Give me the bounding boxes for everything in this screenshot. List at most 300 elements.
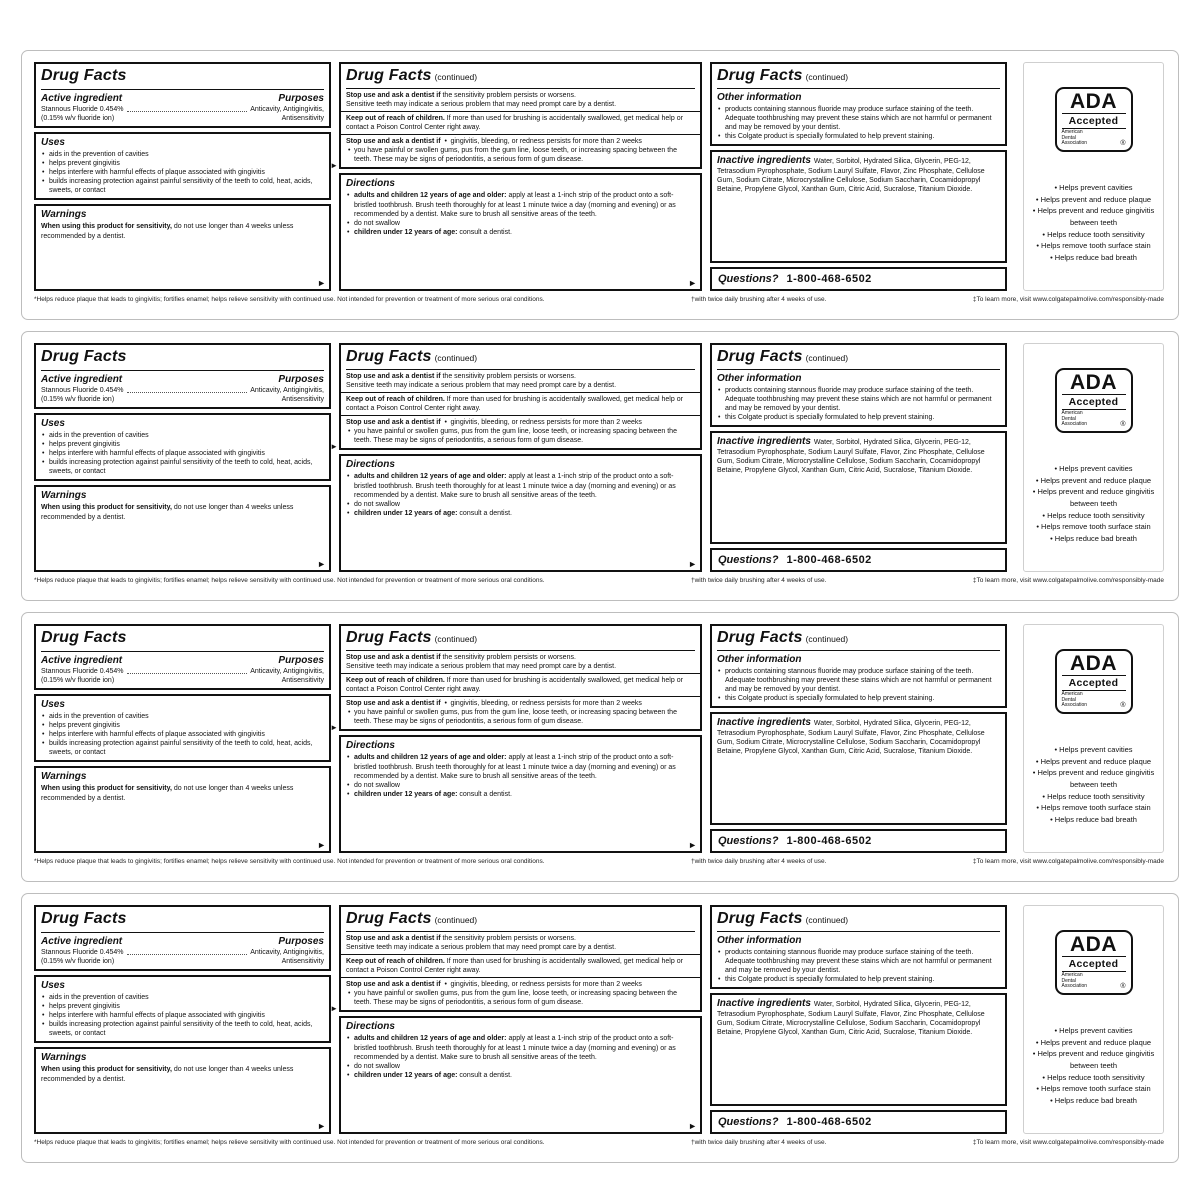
uses-item: • builds increasing protection against painful sensitivity of the teeth to cold, heat, acids, sweets, or contact: [42, 1020, 324, 1038]
directions-bold-text: children under 12 years of age:: [354, 228, 458, 236]
stop-use-bold-text: Stop use and ask a dentist if: [346, 91, 441, 99]
directions-bold-text: adults and children 12 years of age and older:: [354, 473, 507, 481]
inactive-ingredients-list: Water, Sorbitol, Hydrated Silica, Glycerin, PEG-12, Tetrasodium Pyrophosphate, Sodium Lauryl Sulfate, Flavor, Zinc Phosphate, Cellulose Gum, Sodium Citrate, Microcrystalline Cellulose, Sodium Saccharin, Cocamidopropyl Betaine, Propylene Glycol, Xanthan Gum, Citric Acid, Sucralose, Titanium Dioxide.: [717, 158, 985, 194]
directions-item: [347, 1034, 695, 1061]
uses-box: [34, 413, 338, 481]
ada-accepted-text: Accepted: [1068, 676, 1119, 689]
other-information-box: [710, 343, 1007, 427]
dotted-leader: [127, 954, 248, 955]
footnote: [34, 1139, 1164, 1146]
uses-item: • helps interfere with harmful effects of plaque associated with gingivitis: [42, 1011, 324, 1020]
registered-trademark-icon: ®: [1120, 702, 1126, 710]
directions-bold-text: adults and children 12 years of age and older:: [354, 754, 507, 762]
active-ingredient-heading: Active ingredient: [41, 654, 123, 666]
questions-heading: Questions?: [718, 1115, 779, 1128]
warnings-text: do not use longer than 4 weeks unless recommended by a dentist.: [41, 504, 294, 521]
title-rule: [41, 369, 324, 371]
directions-text: apply at least a 1-inch strip of the product onto a soft-bristled toothbrush. Brush teeth thoroughly for at least 1 minute twice a day (morning and evening) or as recommended by a dentist. Make sure to brush all sensitive areas of the teeth.: [354, 754, 676, 780]
other-information-box: [710, 624, 1007, 708]
footnote-claims: *Helps reduce plaque that leads to gingivitis; fortifies enamel; helps relieve sensitivity with continued use. Not intended for prevention or treatment of more serious oral conditions.: [34, 296, 545, 303]
warnings-box: [34, 204, 331, 291]
registered-trademark-icon: ®: [1120, 983, 1126, 991]
ada-accepted-text: Accepted: [1068, 395, 1119, 408]
footnote-claims: *Helps reduce plaque that leads to gingivitis; fortifies enamel; helps relieve sensitivity with continued use. Not intended for prevention or treatment of more serious oral conditions.: [34, 1139, 545, 1146]
inactive-ingredients-heading: Inactive ingredients: [717, 436, 811, 448]
stop-use2-bullet: • you have painful or swollen gums, pus from the gum line, loose teeth, or increasing spacing between the teeth. These may be signs of periodontitis, a serious form of gum disease.: [346, 427, 695, 445]
ada-association-line: Association: [1061, 140, 1088, 147]
section-divider: [341, 134, 700, 135]
other-information-heading: Other information: [717, 91, 802, 103]
warnings-heading: Warnings: [41, 771, 87, 783]
benefit-item: • Helps reduce bad breath: [1027, 533, 1160, 545]
directions-text: apply at least a 1-inch strip of the product onto a soft-bristled toothbrush. Brush teeth thoroughly for at least 1 minute twice a day (morning and evening) or as recommended by a dentist. Make sure to brush all sensitive areas of the teeth.: [354, 473, 676, 499]
active-ingredient-name: Stannous Fluoride 0.454%: [41, 386, 124, 394]
other-information-box: [710, 62, 1007, 146]
footnote: [34, 858, 1164, 865]
uses-heading: Uses: [41, 417, 65, 429]
benefit-item: • Helps prevent cavities: [1027, 463, 1160, 475]
keep-out-bold-text: Keep out of reach of children.: [346, 114, 445, 122]
footnote-claims: *Helps reduce plaque that leads to gingivitis; fortifies enamel; helps relieve sensitivity with continued use. Not intended for prevention or treatment of more serious oral conditions.: [34, 577, 545, 584]
benefit-item: • Helps reduce bad breath: [1027, 1095, 1160, 1107]
directions-item: [347, 509, 695, 518]
other-information-item: • this Colgate product is specially formulated to help prevent staining.: [718, 413, 1000, 422]
inactive-ingredients-box: [710, 431, 1007, 544]
benefit-item: • Helps remove tooth surface stain: [1027, 802, 1160, 814]
questions-box: [710, 267, 1007, 291]
panel-left: [34, 624, 338, 853]
continue-arrow-icon: ►: [688, 840, 697, 850]
benefit-item: • Helps reduce tooth sensitivity: [1027, 229, 1160, 241]
purposes-heading: Purposes: [278, 373, 324, 385]
panel-right: [710, 905, 1007, 1134]
directions-item: • do not swallow: [347, 500, 695, 509]
continue-arrow-icon: ►: [688, 1121, 697, 1131]
active-ingredient-subline: (0.15% w/v fluoride ion): [41, 957, 115, 965]
keep-out-text: If more than used for brushing is accidentally swallowed, get medical help or contact a Poison Control Center right away.: [346, 676, 683, 694]
directions-text: consult a dentist.: [457, 790, 512, 798]
warnings-box: [34, 766, 331, 853]
directions-item: [347, 472, 695, 499]
directions-box: [339, 1016, 702, 1134]
directions-item: • do not swallow: [347, 781, 695, 790]
directions-text: consult a dentist.: [457, 228, 512, 236]
questions-heading: Questions?: [718, 834, 779, 847]
footnote-url: ‡To learn more, visit www.colgatepalmolive.com/responsibly-made: [972, 577, 1164, 584]
warnings-bold-text: When using this product for sensitivity,: [41, 1066, 172, 1074]
stop-use-text-line2: Sensitive teeth may indicate a serious problem that may need prompt care by a dentist.: [346, 943, 617, 951]
panel-right: [710, 62, 1007, 291]
ada-association-text: [1062, 130, 1088, 147]
directions-text: consult a dentist.: [457, 509, 512, 517]
continued-label: (continued): [805, 72, 849, 82]
uses-item: • helps prevent gingivitis: [42, 1002, 324, 1011]
directions-item: [347, 790, 695, 799]
questions-box: [710, 1110, 1007, 1134]
ada-accepted-text: Accepted: [1068, 957, 1119, 970]
continued-label: (continued): [805, 915, 849, 925]
uses-box: [34, 694, 338, 762]
warnings-text: do not use longer than 4 weeks unless recommended by a dentist.: [41, 1066, 294, 1083]
panel-middle: [339, 905, 702, 1134]
label-panels: [34, 343, 1164, 572]
uses-box: [34, 975, 338, 1043]
purposes-value-line2: Antisensitivity: [281, 395, 324, 403]
ada-association-line: Association: [1061, 421, 1088, 428]
active-ingredient-heading: Active ingredient: [41, 935, 123, 947]
ada-logo-text: ADA: [1070, 371, 1117, 394]
inactive-ingredients-heading: Inactive ingredients: [717, 998, 811, 1010]
directions-item: • do not swallow: [347, 219, 695, 228]
ada-association-line: Association: [1061, 983, 1088, 990]
warnings-box: [34, 485, 331, 572]
panel-continue-arrow-icon: ►: [330, 442, 338, 452]
directions-box: [339, 454, 702, 572]
stop-use-bold-text: Stop use and ask a dentist if: [346, 372, 441, 380]
stop-use-text: the sensitivity problem persists or worsens.: [440, 91, 576, 99]
benefit-item: • Helps prevent and reduce gingivitis between teeth: [1027, 205, 1160, 228]
directions-heading: Directions: [346, 1021, 395, 1033]
stop-use2-bullet: • you have painful or swollen gums, pus from the gum line, loose teeth, or increasing spacing between the teeth. These may be signs of periodontitis, a serious form of gum disease.: [346, 146, 695, 164]
continued-label: (continued): [805, 634, 849, 644]
inactive-ingredients-box: [710, 150, 1007, 263]
continued-label: (continued): [434, 353, 478, 363]
active-ingredient-box: [34, 343, 331, 409]
purposes-value-line2: Antisensitivity: [281, 676, 324, 684]
benefit-item: • Helps prevent and reduce plaque: [1027, 475, 1160, 487]
title-rule: [41, 931, 324, 933]
inactive-ingredients-heading: Inactive ingredients: [717, 155, 811, 167]
stop-use2-bold-text: Stop use and ask a dentist if: [346, 981, 441, 989]
dotted-leader: [127, 111, 248, 112]
directions-text: apply at least a 1-inch strip of the product onto a soft-bristled toothbrush. Brush teeth thoroughly for at least 1 minute twice a day (morning and evening) or as recommended by a dentist. Make sure to brush all sensitive areas of the teeth.: [354, 1035, 676, 1061]
benefit-item: • Helps prevent cavities: [1027, 744, 1160, 756]
benefit-item: • Helps remove tooth surface stain: [1027, 240, 1160, 252]
continued-label: (continued): [434, 72, 478, 82]
ada-association-line: Dental: [1061, 696, 1076, 703]
panel-left: [34, 905, 338, 1134]
warnings-text: do not use longer than 4 weeks unless recommended by a dentist.: [41, 223, 294, 240]
continued-label: (continued): [805, 353, 849, 363]
active-ingredient-box: [34, 624, 331, 690]
stop-use-box: [339, 624, 702, 731]
directions-item: [347, 228, 695, 237]
uses-heading: Uses: [41, 698, 65, 710]
footnote-claims: *Helps reduce plaque that leads to gingivitis; fortifies enamel; helps relieve sensitivity with continued use. Not intended for prevention or treatment of more serious oral conditions.: [34, 858, 545, 865]
warnings-bold-text: When using this product for sensitivity,: [41, 504, 172, 512]
ada-rule: [1062, 394, 1126, 395]
other-information-item: • products containing stannous fluoride may produce surface staining of the teeth. Adequate toothbrushing may prevent these stains which are not harmful or permanent and may be removed by your dentist.: [718, 948, 1000, 975]
section-divider: [341, 392, 700, 393]
ada-association-line: Dental: [1061, 134, 1076, 141]
directions-bold-text: children under 12 years of age:: [354, 509, 458, 517]
uses-item: • helps prevent gingivitis: [42, 440, 324, 449]
other-information-item: • this Colgate product is specially formulated to help prevent staining.: [718, 694, 1000, 703]
purposes-heading: Purposes: [278, 654, 324, 666]
directions-heading: Directions: [346, 740, 395, 752]
ada-association-line: American: [1061, 690, 1083, 697]
benefit-claims: [1027, 463, 1160, 544]
benefit-item: • Helps reduce tooth sensitivity: [1027, 510, 1160, 522]
benefit-item: • Helps reduce tooth sensitivity: [1027, 1072, 1160, 1084]
active-ingredient-subline: (0.15% w/v fluoride ion): [41, 114, 115, 122]
other-information-heading: Other information: [717, 934, 802, 946]
drug-facts-label-row: [21, 331, 1179, 601]
uses-item: • builds increasing protection against painful sensitivity of the teeth to cold, heat, acids, sweets, or contact: [42, 458, 324, 476]
warnings-heading: Warnings: [41, 1052, 87, 1064]
uses-item: • builds increasing protection against painful sensitivity of the teeth to cold, heat, acids, sweets, or contact: [42, 739, 324, 757]
stop-use2-bullet: • you have painful or swollen gums, pus from the gum line, loose teeth, or increasing spacing between the teeth. These may be signs of periodontitis, a serious form of gum disease.: [346, 708, 695, 726]
directions-item: • do not swallow: [347, 1062, 695, 1071]
panel-right: [710, 343, 1007, 572]
stop-use2-bullet: • gingivitis, bleeding, or redness persists for more than 2 weeks: [442, 418, 641, 427]
panel-ada: [1023, 905, 1164, 1134]
inactive-ingredients-list: Water, Sorbitol, Hydrated Silica, Glycerin, PEG-12, Tetrasodium Pyrophosphate, Sodium Lauryl Sulfate, Flavor, Zinc Phosphate, Cellulose Gum, Sodium Citrate, Microcrystalline Cellulose, Sodium Saccharin, Cocamidopropyl Betaine, Propylene Glycol, Xanthan Gum, Citric Acid, Sucralose, Titanium Dioxide.: [717, 439, 985, 475]
ada-association-text: [1062, 411, 1088, 428]
questions-phone-number: 1-800-468-6502: [786, 834, 872, 847]
stop-use-text-line2: Sensitive teeth may indicate a serious problem that may need prompt care by a dentist.: [346, 100, 617, 108]
panel-continue-arrow-icon: ►: [330, 161, 338, 171]
purposes-heading: Purposes: [278, 935, 324, 947]
questions-box: [710, 548, 1007, 572]
footnote-brushing: †with twice daily brushing after 4 weeks of use.: [690, 1139, 827, 1146]
ada-logo-text: ADA: [1070, 652, 1117, 675]
directions-item: [347, 191, 695, 218]
stop-use-text-line2: Sensitive teeth may indicate a serious problem that may need prompt care by a dentist.: [346, 662, 617, 670]
panel-middle: [339, 343, 702, 572]
uses-item: • helps interfere with harmful effects of plaque associated with gingivitis: [42, 730, 324, 739]
benefit-item: • Helps prevent and reduce plaque: [1027, 1037, 1160, 1049]
panel-middle: [339, 624, 702, 853]
footnote: [34, 577, 1164, 584]
label-panels: [34, 624, 1164, 853]
ada-association-line: Dental: [1061, 415, 1076, 422]
questions-heading: Questions?: [718, 553, 779, 566]
inactive-ingredients-list: Water, Sorbitol, Hydrated Silica, Glycerin, PEG-12, Tetrasodium Pyrophosphate, Sodium Lauryl Sulfate, Flavor, Zinc Phosphate, Cellulose Gum, Sodium Citrate, Microcrystalline Cellulose, Sodium Saccharin, Cocamidopropyl Betaine, Propylene Glycol, Xanthan Gum, Citric Acid, Sucralose, Titanium Dioxide.: [717, 1001, 985, 1037]
benefit-item: • Helps prevent cavities: [1027, 1025, 1160, 1037]
continue-arrow-icon: ►: [688, 278, 697, 288]
ada-association-line: Association: [1061, 702, 1088, 709]
stop-use-text: the sensitivity problem persists or worsens.: [440, 653, 576, 661]
title-rule: [41, 88, 324, 90]
other-information-heading: Other information: [717, 372, 802, 384]
benefit-claims: [1027, 1025, 1160, 1106]
continue-arrow-icon: ►: [317, 278, 326, 288]
stop-use-box: [339, 62, 702, 169]
section-divider: [341, 673, 700, 674]
keep-out-text: If more than used for brushing is accidentally swallowed, get medical help or contact a Poison Control Center right away.: [346, 957, 683, 975]
drug-facts-title: Drug Facts: [41, 629, 127, 646]
other-information-item: • products containing stannous fluoride may produce surface staining of the teeth. Adequate toothbrushing may prevent these stains which are not harmful or permanent and may be removed by your dentist.: [718, 667, 1000, 694]
warnings-box: [34, 1047, 331, 1134]
ada-accepted-seal: [1055, 649, 1133, 714]
stop-use-text: the sensitivity problem persists or worsens.: [440, 372, 576, 380]
directions-bold-text: children under 12 years of age:: [354, 790, 458, 798]
stop-use-bold-text: Stop use and ask a dentist if: [346, 934, 441, 942]
section-divider: [341, 954, 700, 955]
other-information-item: • products containing stannous fluoride may produce surface staining of the teeth. Adequate toothbrushing may prevent these stains which are not harmful or permanent and may be removed by your dentist.: [718, 105, 1000, 132]
drug-facts-title: Drug Facts: [346, 629, 432, 646]
stop-use2-bullet: • gingivitis, bleeding, or redness persists for more than 2 weeks: [442, 699, 641, 708]
benefit-item: • Helps reduce bad breath: [1027, 252, 1160, 264]
questions-box: [710, 829, 1007, 853]
purposes-value-line1: Anticavity, Antigingivitis,: [250, 667, 324, 675]
benefit-item: • Helps remove tooth surface stain: [1027, 521, 1160, 533]
directions-item: [347, 1071, 695, 1080]
keep-out-bold-text: Keep out of reach of children.: [346, 957, 445, 965]
label-panels: [34, 905, 1164, 1134]
other-information-heading: Other information: [717, 653, 802, 665]
benefit-item: • Helps reduce tooth sensitivity: [1027, 791, 1160, 803]
ada-association-text: [1062, 692, 1088, 709]
questions-heading: Questions?: [718, 272, 779, 285]
benefit-claims: [1027, 744, 1160, 825]
stop-use2-bullet: • gingivitis, bleeding, or redness persists for more than 2 weeks: [442, 137, 641, 146]
registered-trademark-icon: ®: [1120, 421, 1126, 429]
drug-facts-title: Drug Facts: [41, 67, 127, 84]
stop-use2-bold-text: Stop use and ask a dentist if: [346, 138, 441, 146]
directions-heading: Directions: [346, 459, 395, 471]
directions-bold-text: children under 12 years of age:: [354, 1071, 458, 1079]
drug-facts-title: Drug Facts: [346, 348, 432, 365]
questions-phone-number: 1-800-468-6502: [786, 272, 872, 285]
panel-right: [710, 624, 1007, 853]
inactive-ingredients-heading: Inactive ingredients: [717, 717, 811, 729]
inactive-ingredients-box: [710, 993, 1007, 1106]
ada-accepted-seal: [1055, 368, 1133, 433]
stop-use-text: the sensitivity problem persists or worsens.: [440, 934, 576, 942]
panel-ada: [1023, 343, 1164, 572]
benefit-item: • Helps prevent cavities: [1027, 182, 1160, 194]
drug-facts-title: Drug Facts: [717, 348, 803, 365]
other-information-item: • this Colgate product is specially formulated to help prevent staining.: [718, 975, 1000, 984]
benefit-item: • Helps prevent and reduce plaque: [1027, 756, 1160, 768]
questions-phone-number: 1-800-468-6502: [786, 1115, 872, 1128]
purposes-heading: Purposes: [278, 92, 324, 104]
drug-facts-title: Drug Facts: [717, 67, 803, 84]
uses-item: • helps prevent gingivitis: [42, 159, 324, 168]
warnings-bold-text: When using this product for sensitivity,: [41, 785, 172, 793]
inactive-ingredients-list: Water, Sorbitol, Hydrated Silica, Glycerin, PEG-12, Tetrasodium Pyrophosphate, Sodium Lauryl Sulfate, Flavor, Zinc Phosphate, Cellulose Gum, Sodium Citrate, Microcrystalline Cellulose, Sodium Saccharin, Cocamidopropyl Betaine, Propylene Glycol, Xanthan Gum, Citric Acid, Sucralose, Titanium Dioxide.: [717, 720, 985, 756]
directions-box: [339, 173, 702, 291]
benefit-item: • Helps reduce bad breath: [1027, 814, 1160, 826]
stop-use2-bold-text: Stop use and ask a dentist if: [346, 419, 441, 427]
footnote-brushing: †with twice daily brushing after 4 weeks of use.: [690, 296, 827, 303]
directions-heading: Directions: [346, 178, 395, 190]
ada-rule: [1062, 675, 1126, 676]
section-divider: [341, 696, 700, 697]
benefit-item: • Helps prevent and reduce gingivitis between teeth: [1027, 767, 1160, 790]
drug-facts-label-row: [21, 612, 1179, 882]
warnings-heading: Warnings: [41, 490, 87, 502]
keep-out-bold-text: Keep out of reach of children.: [346, 395, 445, 403]
footnote-url: ‡To learn more, visit www.colgatepalmolive.com/responsibly-made: [972, 1139, 1164, 1146]
active-ingredient-box: [34, 62, 331, 128]
directions-bold-text: adults and children 12 years of age and older:: [354, 1035, 507, 1043]
inactive-ingredients-box: [710, 712, 1007, 825]
uses-heading: Uses: [41, 136, 65, 148]
active-ingredient-heading: Active ingredient: [41, 373, 123, 385]
footnote-url: ‡To learn more, visit www.colgatepalmolive.com/responsibly-made: [972, 296, 1164, 303]
uses-item: • helps interfere with harmful effects of plaque associated with gingivitis: [42, 168, 324, 177]
directions-text: consult a dentist.: [457, 1071, 512, 1079]
panel-middle: [339, 62, 702, 291]
panel-ada: [1023, 62, 1164, 291]
uses-item: • helps prevent gingivitis: [42, 721, 324, 730]
benefit-claims: [1027, 182, 1160, 263]
ada-rule: [1062, 113, 1126, 114]
stop-use2-bold-text: Stop use and ask a dentist if: [346, 700, 441, 708]
section-divider: [341, 977, 700, 978]
purposes-value-line2: Antisensitivity: [281, 957, 324, 965]
purposes-value-line1: Anticavity, Antigingivitis,: [250, 105, 324, 113]
benefit-item: • Helps prevent and reduce gingivitis between teeth: [1027, 486, 1160, 509]
benefit-item: • Helps remove tooth surface stain: [1027, 1083, 1160, 1095]
panel-ada: [1023, 624, 1164, 853]
directions-text: apply at least a 1-inch strip of the product onto a soft-bristled toothbrush. Brush teeth thoroughly for at least 1 minute twice a day (morning and evening) or as recommended by a dentist. Make sure to brush all sensitive areas of the teeth.: [354, 192, 676, 218]
directions-box: [339, 735, 702, 853]
panel-left: [34, 62, 338, 291]
stop-use-text-line2: Sensitive teeth may indicate a serious problem that may need prompt care by a dentist.: [346, 381, 617, 389]
ada-association-line: American: [1061, 971, 1083, 978]
stop-use-box: [339, 343, 702, 450]
drug-facts-label-row: [21, 893, 1179, 1163]
drug-facts-label-row: [21, 50, 1179, 320]
benefit-item: • Helps prevent and reduce plaque: [1027, 194, 1160, 206]
ada-rule: [1062, 956, 1126, 957]
active-ingredient-subline: (0.15% w/v fluoride ion): [41, 676, 115, 684]
warnings-heading: Warnings: [41, 209, 87, 221]
other-information-box: [710, 905, 1007, 989]
continue-arrow-icon: ►: [317, 1121, 326, 1131]
continued-label: (continued): [434, 915, 478, 925]
footnote-brushing: †with twice daily brushing after 4 weeks of use.: [690, 858, 827, 865]
active-ingredient-box: [34, 905, 331, 971]
drug-facts-title: Drug Facts: [41, 910, 127, 927]
active-ingredient-name: Stannous Fluoride 0.454%: [41, 105, 124, 113]
footnote-brushing: †with twice daily brushing after 4 weeks of use.: [690, 577, 827, 584]
warnings-text: do not use longer than 4 weeks unless recommended by a dentist.: [41, 785, 294, 802]
stop-use-box: [339, 905, 702, 1012]
panel-left: [34, 343, 338, 572]
uses-item: • builds increasing protection against painful sensitivity of the teeth to cold, heat, acids, sweets, or contact: [42, 177, 324, 195]
purposes-value-line1: Anticavity, Antigingivitis,: [250, 386, 324, 394]
ada-logo-text: ADA: [1070, 933, 1117, 956]
stop-use2-bullet: • gingivitis, bleeding, or redness persists for more than 2 weeks: [442, 980, 641, 989]
benefit-item: • Helps prevent and reduce gingivitis between teeth: [1027, 1048, 1160, 1071]
directions-item: [347, 753, 695, 780]
title-rule: [41, 650, 324, 652]
ada-association-line: American: [1061, 128, 1083, 135]
drug-facts-title: Drug Facts: [346, 910, 432, 927]
directions-bold-text: adults and children 12 years of age and older:: [354, 192, 507, 200]
section-divider: [341, 415, 700, 416]
ada-association-line: Dental: [1061, 977, 1076, 984]
keep-out-bold-text: Keep out of reach of children.: [346, 676, 445, 684]
uses-item: • aids in the prevention of cavities: [42, 993, 324, 1002]
drug-facts-title: Drug Facts: [717, 629, 803, 646]
dotted-leader: [127, 392, 248, 393]
warnings-bold-text: When using this product for sensitivity,: [41, 223, 172, 231]
registered-trademark-icon: ®: [1120, 140, 1126, 148]
drug-facts-title: Drug Facts: [717, 910, 803, 927]
uses-item: • helps interfere with harmful effects of plaque associated with gingivitis: [42, 449, 324, 458]
section-divider: [341, 111, 700, 112]
active-ingredient-name: Stannous Fluoride 0.454%: [41, 948, 124, 956]
uses-box: [34, 132, 338, 200]
continue-arrow-icon: ►: [317, 840, 326, 850]
ada-accepted-seal: [1055, 87, 1133, 152]
